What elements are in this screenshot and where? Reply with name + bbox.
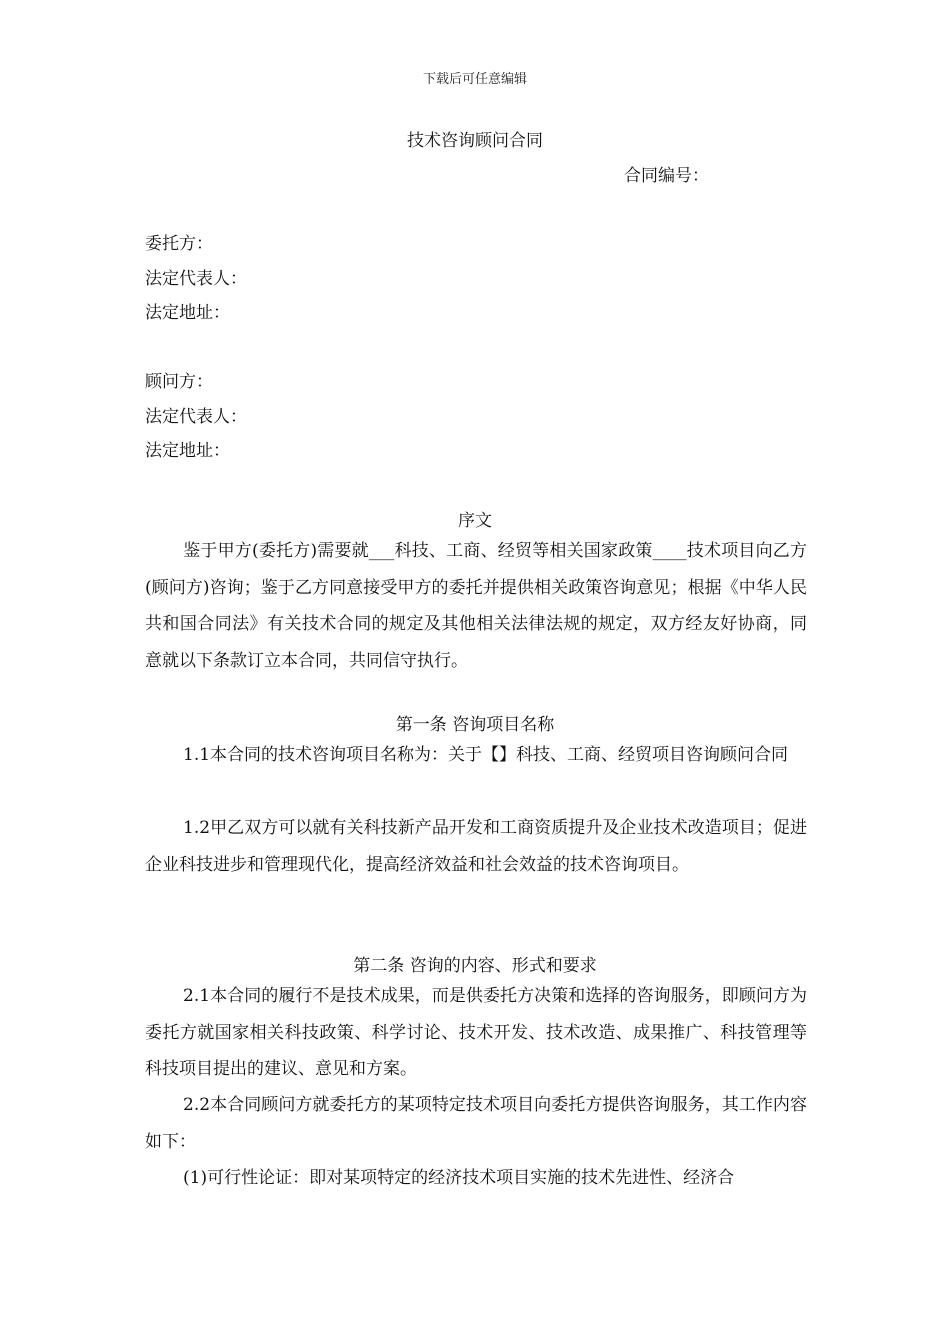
article2-paragraph-1 bbox=[145, 978, 807, 1088]
preamble-paragraph bbox=[145, 533, 807, 679]
article2-p3-text: (1)可行性论证：即对某项特定的经济技术项目实施的技术先进性、经济合 bbox=[183, 1168, 735, 1188]
contract-number-label: 合同编号： bbox=[624, 166, 709, 186]
article1-p2-text: 1.2甲乙双方可以就有关科技新产品开发和工商资质提升及企业技术改造项目；促进企业科技进步和管理现代化，提高经济效益和社会效益的技术咨询项目。 bbox=[145, 818, 807, 875]
client-party-label: 委托方： bbox=[145, 234, 213, 254]
article2-paragraph-3 bbox=[145, 1160, 807, 1197]
consultant-party-label: 顾问方： bbox=[145, 372, 213, 392]
header-note: 下载后可任意编辑 bbox=[422, 72, 527, 87]
article2-heading: 第二条 咨询的内容、形式和要求 bbox=[353, 956, 597, 976]
article1-heading: 第一条 咨询项目名称 bbox=[395, 715, 555, 735]
article2-p2-text: 2.2本合同顾问方就委托方的某项特定技术项目向委托方提供咨询服务，其工作内容如下： bbox=[145, 1095, 807, 1152]
article2-paragraph-2 bbox=[145, 1087, 807, 1160]
preamble-heading: 序文 bbox=[458, 511, 492, 531]
article1-paragraph-2 bbox=[145, 810, 807, 883]
document-title: 技术咨询顾问合同 bbox=[407, 131, 543, 151]
client-address-label: 法定地址： bbox=[145, 303, 230, 323]
article1-p1-text: 1.1本合同的技术咨询项目名称为：关于【】科技、工商、经贸项目咨询顾问合同 bbox=[183, 745, 789, 765]
consultant-legal-rep-label: 法定代表人： bbox=[145, 407, 247, 427]
article2-p1-text: 2.1本合同的履行不是技术成果，而是供委托方决策和选择的咨询服务，即顾问方为委托方就国家相关科技政策、科学讨论、技术开发、技术改造、成果推广、科技管理等科技项目提出的建议、意见和方案。 bbox=[145, 986, 807, 1079]
preamble-text: 鉴于甲方(委托方)需要就___科技、工商、经贸等相关国家政策____技术项目向乙方(顾问方)咨询；鉴于乙方同意接受甲方的委托并提供相关政策咨询意见；根据《中华人民共和国合同法》有关技术合同的规定及其他相关法律法规的规定，双方经友好协商，同意就以下条款订立本合同，共同信守执行。 bbox=[145, 541, 807, 671]
consultant-address-label: 法定地址： bbox=[145, 441, 230, 461]
client-legal-rep-label: 法定代表人： bbox=[145, 269, 247, 289]
article1-paragraph-1 bbox=[145, 737, 807, 774]
